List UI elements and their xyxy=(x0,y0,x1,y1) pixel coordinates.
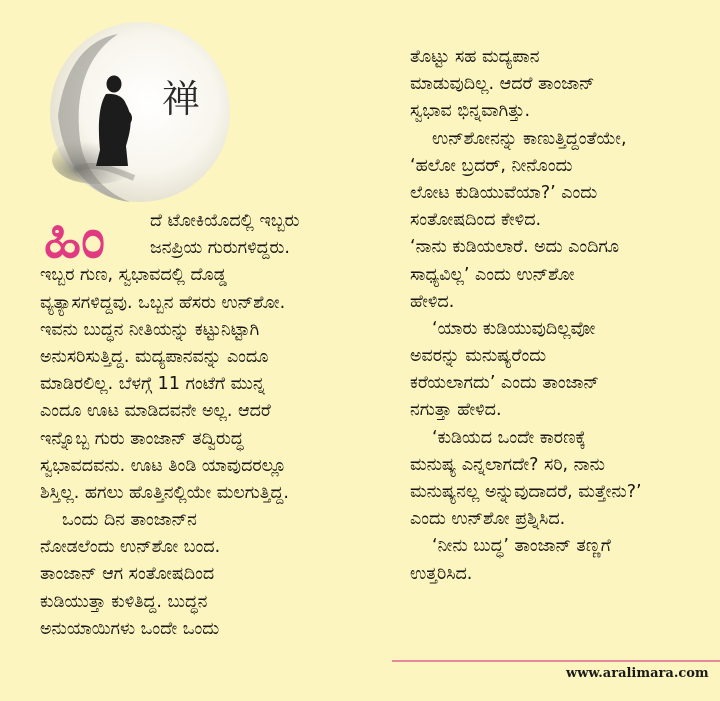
text-line: ಎಂದು ಉನ್‌ಶೋ ಪ್ರಶ್ನಿಸಿದ. xyxy=(410,509,566,530)
text-line: ಅನುಸರಿಸುತ್ತಿದ್ದ. ಮದ್ಯಪಾನವನ್ನು ಎಂದೂ xyxy=(40,346,269,367)
text-line: ಜನಪ್ರಿಯ ಗುರುಗಳಿದ್ದರು. xyxy=(150,238,290,259)
text-line: ಅನುಯಾಯಿಗಳು ಒಂದೇ ಒಂದು xyxy=(40,618,220,639)
opening-lines xyxy=(150,208,376,262)
text-line: ದೆ ಟೋಕಿಯೊದಲ್ಲಿ ಇಬ್ಬರು xyxy=(150,211,300,231)
drop-cap: ಹಿಂ xyxy=(44,207,104,270)
text-line: ಕುಡಿಯುತ್ತಾ ಕುಳಿತಿದ್ದ. ಬುದ್ಧನ xyxy=(40,591,208,612)
footer-divider xyxy=(392,660,720,662)
text-line: ಇವನು ಬುದ್ಧನ ನೀತಿಯನ್ನು ಕಟ್ಟುನಿಟ್ಟಾಗಿ xyxy=(40,319,260,340)
calligraphy-text: 禅 xyxy=(162,77,201,121)
text-line: ಲೋಟ ಕುಡಿಯುವೆಯಾ?’ ಎಂದು xyxy=(410,182,598,203)
text-line: ಮನುಷ್ಯನಲ್ಲ ಅನ್ನುವುದಾದರೆ, ಮತ್ತೇನು?’ xyxy=(410,482,642,502)
text-line: ಮಾಡುವುದಿಲ್ಲ. ಆದರೆ ತಾಂಜಾನ್ xyxy=(410,74,595,95)
text-line: ನಗುತ್ತಾ ಹೇಳಿದ. xyxy=(410,400,502,421)
text-line: ಎಂದೂ ಊಟ ಮಾಡಿದವನೇ ಅಲ್ಲ. ಆದರೆ xyxy=(40,401,271,422)
website-link[interactable]: www.aralimara.com xyxy=(566,666,709,681)
text-line: ಶಿಸ್ತಿಲ್ಲ. ಹಗಲು ಹೊತ್ತಿನಲ್ಲಿಯೇ ಮಲಗುತ್ತಿದ್ದ. xyxy=(40,482,289,503)
text-line: ಒಂದು ದಿನ ತಾಂಜಾನ್‌ನ xyxy=(62,510,197,531)
text-line: ತೊಟ್ಟು ಸಹ ಮದ್ಯಪಾನ xyxy=(410,47,540,67)
text-line: ಅವರನ್ನು ಮನುಷ್ಯರೆಂದು xyxy=(410,346,547,367)
zen-illustration xyxy=(44,20,234,208)
text-line: ಇಬ್ಬರ ಗುಣ, ಸ್ವಭಾವದಲ್ಲಿ ದೊಡ್ಡ xyxy=(40,265,227,286)
text-line: ತಾಂಜಾನ್ ಆಗ ಸಂತೋಷದಿಂದ xyxy=(40,564,215,585)
text-line: ಸ್ವಭಾವ ಭಿನ್ನವಾಗಿತ್ತು. xyxy=(410,101,531,122)
text-line: ಸಾಧ್ಯವಿಲ್ಲ’ ಎಂದು ಉನ್‌ಶೋ xyxy=(410,264,575,285)
text-line: ನೋಡಲೆಂದು ಉನ್‌ಶೋ ಬಂದ. xyxy=(40,537,221,558)
text-line: ಉನ್‌ಶೋನನ್ನು ಕಾಣುತ್ತಿದ್ದಂತೆಯೇ, xyxy=(432,128,627,149)
text-line: ‘ಯಾರು ಕುಡಿಯುವುದಿಲ್ಲವೋ xyxy=(432,318,596,339)
text-line: ‘ನೀನು ಬುದ್ಧ’ ತಾಂಜಾನ್ ತಣ್ಣಗೆ xyxy=(432,536,611,557)
text-line: ಮನುಷ್ಯ ಎನ್ನಲಾಗದೇ? ಸರಿ, ನಾನು xyxy=(410,454,605,475)
text-line: ಹೇಳಿದ. xyxy=(410,291,455,312)
text-line: ಉತ್ತರಿಸಿದ. xyxy=(410,563,473,584)
text-line: ಸಂತೋಷದಿಂದ ಕೇಳಿದ. xyxy=(410,210,542,231)
left-column xyxy=(40,208,376,643)
zen-monk-icon xyxy=(44,20,234,208)
text-line: ಮಾಡಿರಲಿಲ್ಲ. ಬೆಳಗ್ಗೆ 11 ಗಂಟೆಗೆ ಮುನ್ನ xyxy=(40,374,265,395)
text-line: ಸ್ವಭಾವದವನು. ಊಟ ತಿಂಡಿ ಯಾವುದರಲ್ಲೂ xyxy=(40,455,287,476)
text-line: ‘ನಾನು ಕುಡಿಯಲಾರೆ. ಅದು ಎಂದಿಗೂ xyxy=(410,237,620,258)
text-line: ‘ಕುಡಿಯದ ಒಂದೇ ಕಾರಣಕ್ಕೆ xyxy=(432,427,586,448)
right-column xyxy=(410,44,710,588)
text-line: ‘ಹಲೋ ಬ್ರದರ್, ನೀನೊಂದು xyxy=(410,155,573,176)
text-line: ವ್ಯತ್ಯಾಸಗಳಿದ್ದವು. ಒಬ್ಬನ ಹೆಸರು ಉನ್‌ಶೋ. xyxy=(40,292,286,313)
text-line: ಕರೆಯಲಾಗದು’ ಎಂದು ತಾಂಜಾನ್ xyxy=(410,373,599,394)
text-line: ಇನ್ನೊಬ್ಬ ಗುರು ತಾಂಜಾನ್ ತದ್ವಿರುದ್ಧ xyxy=(40,428,244,449)
